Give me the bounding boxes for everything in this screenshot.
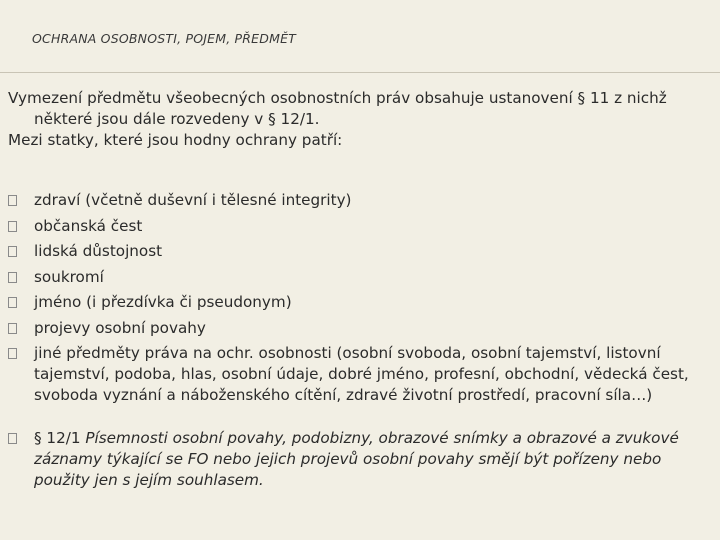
list-item <box>8 216 712 237</box>
protected-goods-list <box>8 190 712 496</box>
intro-paragraph: Vymezení předmětu všeobecných osobnostních práv obsahuje ustanovení § 11 z nichž některé jsou dále rozvedeny v § 12/1. <box>8 89 667 128</box>
checkbox-square-icon <box>8 433 17 444</box>
section-reference: § 12/1 <box>34 429 86 447</box>
checkbox-square-icon <box>8 323 17 334</box>
title-divider <box>0 72 720 73</box>
list-item-text: jméno (i přezdívka či pseudonym) <box>34 293 292 311</box>
list-item-consent-rule <box>8 428 712 491</box>
checkbox-square-icon <box>8 272 17 283</box>
checkbox-square-icon <box>8 348 17 359</box>
checkbox-square-icon <box>8 221 17 232</box>
list-item-text: soukromí <box>34 267 104 286</box>
checkbox-square-icon <box>8 246 17 257</box>
checkbox-square-icon <box>8 297 17 308</box>
list-item <box>8 267 712 288</box>
list-item-text: občanská čest <box>34 216 143 235</box>
list-item-text: lidská důstojnost <box>34 242 163 260</box>
list-item-text: projevy osobní povahy <box>34 318 206 337</box>
list-item-text: zdraví (včetně duševní i tělesné integrity) <box>34 191 352 209</box>
list-item-text: jiné předměty práva na ochr. osobnosti (osobní svoboda, osobní tajemství, listovní tajemství, podoba, hlas, osobní údaje, dobré jméno, profesní, obchodní, vědecká čest, svoboda vyznání a náboženského cítění, zdravé životní prostředí, pracovní síla…) <box>34 344 689 404</box>
list-item <box>8 190 712 211</box>
intro-text <box>8 88 712 151</box>
checkbox-square-icon <box>8 195 17 206</box>
list-item <box>8 343 712 406</box>
list-item <box>8 318 712 339</box>
list-item-text <box>34 428 712 491</box>
intro-lead-in: Mezi statky, které jsou hodny ochrany patří: <box>8 131 343 149</box>
list-item <box>8 292 712 313</box>
list-item <box>8 241 712 262</box>
quoted-provision: Písemnosti osobní povahy, podobizny, obrazové snímky a obrazové a zvukové záznamy týkající se FO nebo jejich projevů osobní povahy smějí být pořízeny nebo použity jen s jejím souhlasem. <box>34 429 679 489</box>
slide-title: OCHRANA OSOBNOSTI, POJEM, PŘEDMĚT <box>32 31 297 46</box>
